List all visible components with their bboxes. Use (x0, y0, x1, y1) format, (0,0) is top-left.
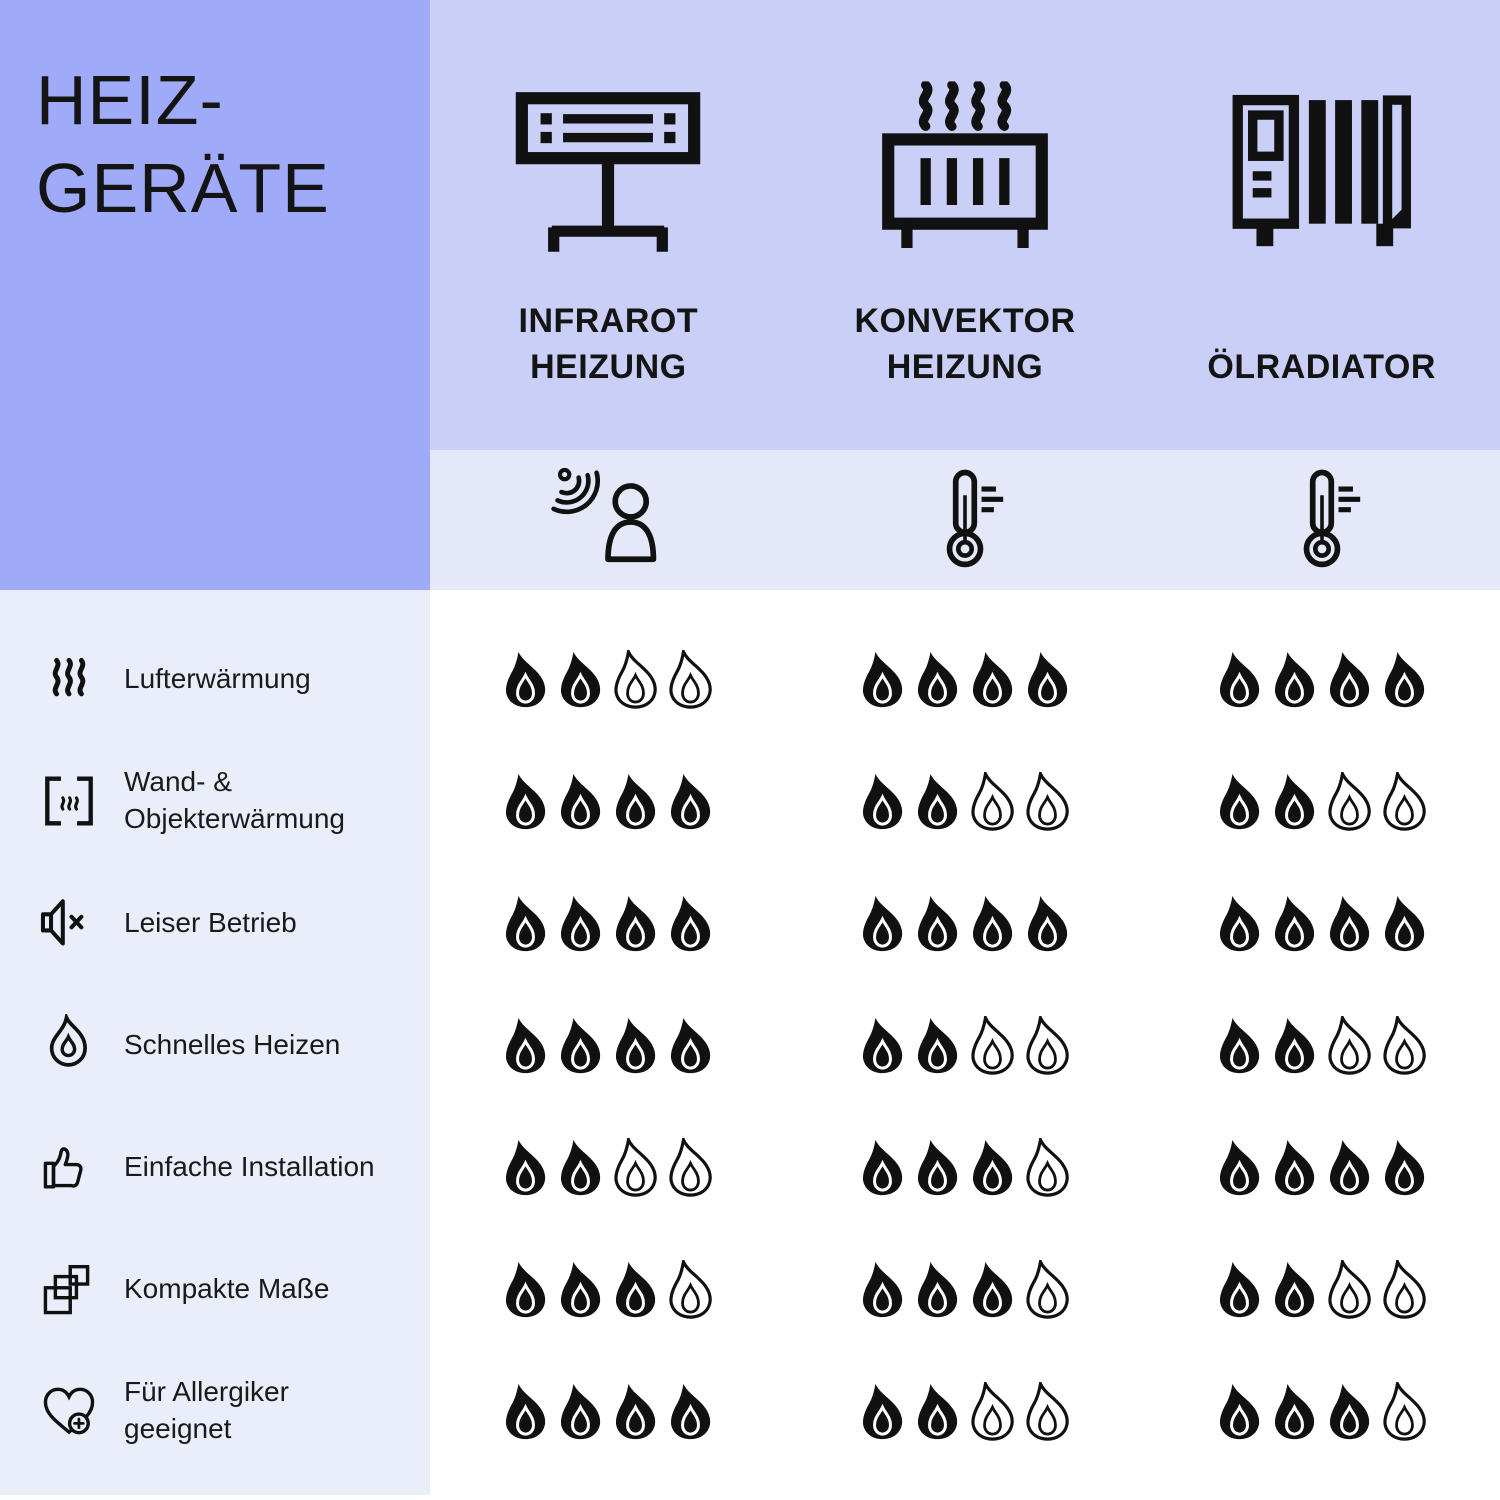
rating-cell (1143, 618, 1500, 740)
rating-cell (787, 1106, 1144, 1228)
flame-filled-icon (613, 1016, 658, 1075)
rating-cell (430, 862, 787, 984)
rating-cell (787, 1228, 1144, 1350)
flame-outline-icon (1382, 1260, 1427, 1319)
flame-filled-icon (860, 1260, 905, 1319)
rating-cell (1143, 1350, 1500, 1472)
flame-filled-icon (503, 1016, 548, 1075)
flame-outline-icon (1382, 1382, 1427, 1441)
feature-label: Leiser Betrieb (124, 906, 297, 938)
flame-outline-icon (1327, 1016, 1372, 1075)
flame-filled-icon (1272, 772, 1317, 831)
flame-filled-icon (613, 772, 658, 831)
flame-filled-icon (915, 772, 960, 831)
device-column-header (787, 0, 1144, 450)
feature-row (0, 740, 430, 862)
feature-row (0, 1106, 430, 1228)
flame-filled-icon (915, 1016, 960, 1075)
ratings-grid (430, 590, 1500, 1500)
flame-filled-icon (1272, 894, 1317, 953)
flame-filled-icon (1217, 772, 1262, 831)
flame-icon (38, 1014, 100, 1076)
flame-filled-icon (503, 772, 548, 831)
muted-speaker-icon (38, 892, 100, 954)
flame-filled-icon (915, 650, 960, 709)
flame-filled-icon (970, 1138, 1015, 1197)
flame-outline-icon (1025, 1260, 1070, 1319)
flame-filled-icon (970, 1260, 1015, 1319)
radiant-person-icon (544, 466, 672, 574)
flame-filled-icon (915, 1138, 960, 1197)
flame-filled-icon (860, 650, 905, 709)
rating-row (430, 740, 1500, 862)
rating-cell (787, 862, 1144, 984)
flame-filled-icon (915, 1382, 960, 1441)
device-icon-box (862, 72, 1068, 278)
flame-outline-icon (668, 1138, 713, 1197)
rating-row (430, 618, 1500, 740)
flame-filled-icon (503, 650, 548, 709)
flame-filled-icon (915, 1260, 960, 1319)
flame-outline-icon (1382, 1016, 1427, 1075)
device-label: ÖLRADIATOR (1207, 347, 1436, 386)
flame-filled-icon (1025, 894, 1070, 953)
feature-label: Einfache Installation (124, 1150, 375, 1182)
heat-mode-band (430, 450, 1500, 590)
flame-filled-icon (1327, 650, 1372, 709)
rating-cell (787, 740, 1144, 862)
rating-row (430, 1350, 1500, 1472)
rating-cell (430, 984, 787, 1106)
flame-outline-icon (613, 650, 658, 709)
rating-row (430, 984, 1500, 1106)
device-label: INFRAROT HEIZUNG (518, 301, 699, 386)
flame-filled-icon (558, 1382, 603, 1441)
rating-cell (430, 1106, 787, 1228)
rating-row (430, 1106, 1500, 1228)
flame-filled-icon (970, 650, 1015, 709)
feature-row (0, 984, 430, 1106)
rating-cell (1143, 740, 1500, 862)
flame-filled-icon (558, 772, 603, 831)
flame-filled-icon (1382, 650, 1427, 709)
heat-mode-cell (430, 450, 787, 590)
steam-icon (38, 648, 100, 710)
flame-outline-icon (1327, 1260, 1372, 1319)
rating-cell (430, 1350, 787, 1472)
wall-object-heat-icon (38, 770, 100, 832)
flame-filled-icon (1272, 1016, 1317, 1075)
feature-label: Schnelles Heizen (124, 1028, 341, 1060)
feature-row (0, 862, 430, 984)
feature-row (0, 618, 430, 740)
rating-row (430, 1228, 1500, 1350)
rating-cell (1143, 862, 1500, 984)
rating-row (430, 862, 1500, 984)
flame-filled-icon (558, 1260, 603, 1319)
thumbs-up-icon (38, 1136, 100, 1198)
flame-filled-icon (1025, 650, 1070, 709)
feature-label: Kompakte Maße (124, 1272, 330, 1304)
rating-cell (787, 984, 1144, 1106)
feature-row (0, 1350, 430, 1472)
flame-outline-icon (613, 1138, 658, 1197)
device-column-header (430, 0, 787, 450)
device-column-header (1143, 0, 1500, 450)
flame-outline-icon (1025, 772, 1070, 831)
flame-filled-icon (1327, 1382, 1372, 1441)
flame-filled-icon (558, 1016, 603, 1075)
flame-filled-icon (915, 894, 960, 953)
thermometer-icon (901, 466, 1029, 574)
flame-filled-icon (613, 1260, 658, 1319)
feature-column (0, 590, 430, 1495)
rating-cell (430, 1228, 787, 1350)
feature-label: Für Allergiker geeignet (124, 1376, 289, 1444)
flame-filled-icon (668, 1016, 713, 1075)
device-label: KONVEKTOR HEIZUNG (854, 301, 1076, 386)
flame-outline-icon (970, 1016, 1015, 1075)
flame-filled-icon (1217, 1138, 1262, 1197)
page-title (36, 56, 330, 232)
flame-filled-icon (860, 772, 905, 831)
flame-filled-icon (1217, 1260, 1262, 1319)
flame-filled-icon (1327, 894, 1372, 953)
flame-outline-icon (1327, 772, 1372, 831)
rating-cell (787, 1350, 1144, 1472)
rating-cell (430, 740, 787, 862)
flame-filled-icon (558, 894, 603, 953)
flame-filled-icon (1217, 650, 1262, 709)
flame-filled-icon (503, 1138, 548, 1197)
feature-label: Wand- & Objekterwärmung (124, 766, 345, 834)
flame-filled-icon (1217, 894, 1262, 953)
flame-filled-icon (1217, 1016, 1262, 1075)
flame-filled-icon (860, 1382, 905, 1441)
device-header-band (430, 0, 1500, 450)
flame-outline-icon (1025, 1016, 1070, 1075)
flame-filled-icon (1272, 650, 1317, 709)
flame-outline-icon (1025, 1382, 1070, 1441)
flame-filled-icon (1327, 1138, 1372, 1197)
sidebar-header (0, 0, 430, 590)
flame-filled-icon (668, 1382, 713, 1441)
flame-filled-icon (1272, 1382, 1317, 1441)
heat-mode-cell (787, 450, 1144, 590)
flame-filled-icon (558, 1138, 603, 1197)
flame-filled-icon (613, 894, 658, 953)
rating-cell (1143, 1228, 1500, 1350)
flame-filled-icon (503, 1260, 548, 1319)
device-icon-box (505, 72, 711, 278)
rating-cell (787, 618, 1144, 740)
flame-filled-icon (558, 650, 603, 709)
convector-heater-icon (862, 81, 1068, 269)
compact-squares-icon (38, 1258, 100, 1320)
flame-filled-icon (503, 1382, 548, 1441)
flame-filled-icon (1272, 1138, 1317, 1197)
flame-filled-icon (503, 894, 548, 953)
rating-cell (1143, 984, 1500, 1106)
flame-filled-icon (1272, 1260, 1317, 1319)
oil-radiator-icon (1219, 81, 1425, 269)
flame-filled-icon (970, 894, 1015, 953)
flame-filled-icon (613, 1382, 658, 1441)
flame-filled-icon (860, 1016, 905, 1075)
flame-filled-icon (1382, 894, 1427, 953)
flame-outline-icon (1382, 772, 1427, 831)
flame-outline-icon (970, 1382, 1015, 1441)
flame-filled-icon (668, 894, 713, 953)
flame-filled-icon (1382, 1138, 1427, 1197)
page-title-line1: HEIZ- (36, 61, 224, 139)
feature-row (0, 1228, 430, 1350)
rating-cell (430, 618, 787, 740)
flame-outline-icon (970, 772, 1015, 831)
heart-plus-icon (38, 1380, 100, 1442)
flame-filled-icon (860, 894, 905, 953)
flame-outline-icon (1025, 1138, 1070, 1197)
rating-cell (1143, 1106, 1500, 1228)
page-title-line2: GERÄTE (36, 149, 330, 228)
heat-mode-cell (1143, 450, 1500, 590)
infrared-heater-icon (505, 81, 711, 269)
flame-outline-icon (668, 650, 713, 709)
flame-filled-icon (1217, 1382, 1262, 1441)
flame-filled-icon (860, 1138, 905, 1197)
flame-filled-icon (668, 772, 713, 831)
thermometer-icon (1258, 466, 1386, 574)
device-icon-box (1219, 72, 1425, 278)
feature-label: Lufterwärmung (124, 662, 311, 694)
flame-outline-icon (668, 1260, 713, 1319)
